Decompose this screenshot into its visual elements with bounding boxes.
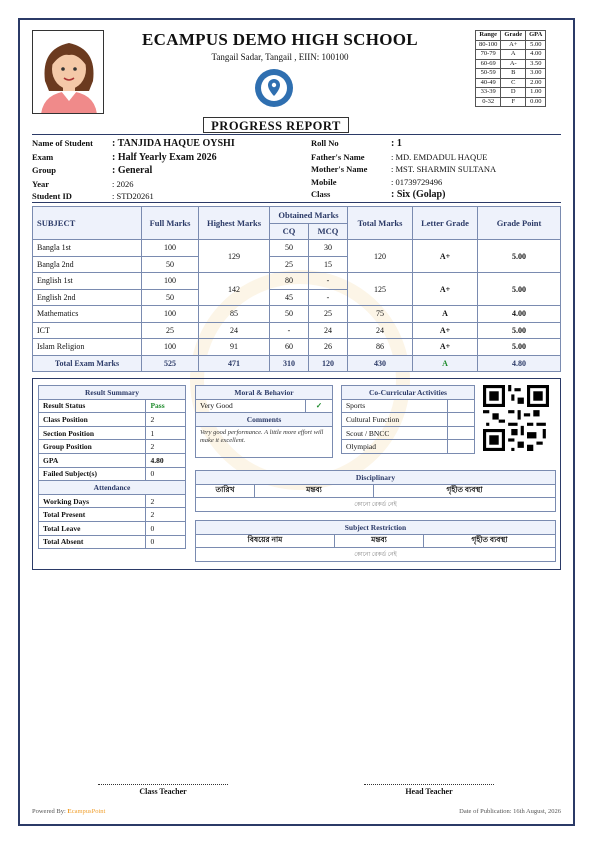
- table-row: [33, 339, 561, 356]
- class-position-value: 2: [146, 413, 186, 427]
- result-summary-title: Result Summary: [39, 386, 186, 400]
- publication-date: Date of Publication: 16th August, 2026: [459, 808, 561, 815]
- mcq-marks: -: [309, 289, 348, 306]
- grade-row: [476, 40, 546, 50]
- group-value: : General: [112, 165, 153, 177]
- grade-range: 60-69: [476, 59, 501, 69]
- report-title: PROGRESS REPORT: [203, 117, 349, 133]
- student-name: : TANJIDA HAQUE OYSHI: [112, 138, 235, 149]
- powered-by: [32, 808, 105, 815]
- divider: [32, 134, 561, 135]
- grade-gpa: 5.00: [526, 40, 546, 50]
- cq-marks: 60: [270, 339, 309, 356]
- subject-name: Mathematics: [33, 306, 142, 323]
- head-teacher-signature: Head Teacher: [364, 784, 494, 796]
- group-position-label: Group Position: [39, 440, 146, 454]
- disciplinary-col-action: গৃহীত ব্যবস্থা: [374, 484, 556, 498]
- total-label: Total Exam Marks: [33, 355, 142, 372]
- subject-restriction-table: [195, 520, 556, 562]
- mcq-marks: 24: [309, 322, 348, 339]
- school-header: [120, 30, 440, 62]
- grade-point: 4.00: [478, 306, 561, 323]
- marks-table: [32, 206, 561, 372]
- restriction-col-subject: বিষয়ের নাম: [196, 534, 335, 548]
- subject-name: Islam Religion: [33, 339, 142, 356]
- failed-subjects-label: Failed Subject(s): [39, 467, 146, 481]
- disciplinary-col-comment: মন্তব্য: [255, 484, 374, 498]
- name-label: Name of Student: [32, 138, 93, 148]
- mother-label: Mother's Name: [311, 164, 368, 175]
- student-info-right: [311, 137, 496, 202]
- class-teacher-signature: Class Teacher: [98, 784, 228, 796]
- roll-label: Roll No: [311, 138, 339, 148]
- col-subject: SUBJECT: [33, 207, 142, 240]
- section-position-value: 1: [146, 426, 186, 440]
- student-id-label: Student ID: [32, 191, 72, 202]
- col-highest-marks: Highest Marks: [199, 207, 270, 240]
- school-address: Tangail Sadar, Tangail , EIIN: 100100: [211, 52, 349, 62]
- total-present-label: Total Present: [39, 508, 146, 522]
- total-marks-obtained: 430: [348, 355, 413, 372]
- mother-name: : MST. SHARMIN SULTANA: [391, 164, 497, 175]
- restriction-title: Subject Restriction: [196, 521, 556, 535]
- col-cq: CQ: [270, 223, 309, 240]
- full-marks: 25: [142, 322, 199, 339]
- grade-letter: D: [501, 88, 526, 98]
- grade-range: 80-100: [476, 40, 501, 50]
- restriction-col-comment: মন্তব্য: [335, 534, 424, 548]
- grade-letter: C: [501, 78, 526, 88]
- col-obtained-marks: Obtained Marks: [270, 207, 348, 224]
- result-status-label: Result Status: [39, 399, 146, 413]
- student-id-value: : STD20261: [112, 191, 154, 202]
- class-position-label: Class Position: [39, 413, 146, 427]
- powered-by-label: Powered By:: [32, 808, 68, 815]
- full-marks: 50: [142, 256, 199, 273]
- result-summary-table: [38, 385, 186, 549]
- attendance-title: Attendance: [39, 481, 186, 495]
- grade-row: [476, 88, 546, 98]
- col-letter-grade: Letter Grade: [413, 207, 478, 240]
- table-row: [33, 240, 561, 257]
- full-marks: 50: [142, 289, 199, 306]
- school-name: ECAMPUS DEMO HIGH SCHOOL: [142, 30, 418, 49]
- letter-grade: A+: [413, 273, 478, 306]
- letter-grade: A: [413, 306, 478, 323]
- exam-label: Exam: [32, 151, 54, 162]
- cq-marks: 50: [270, 306, 309, 323]
- total-cq: 310: [270, 355, 309, 372]
- restriction-empty: কোনো রেকর্ড নেই: [196, 548, 556, 562]
- subject-name: English 2nd: [33, 289, 142, 306]
- col-grade-point: Grade Point: [478, 207, 561, 240]
- grade-header-gpa: GPA: [526, 31, 546, 41]
- grade-range: 70-79: [476, 50, 501, 60]
- subject-name: Bangla 2nd: [33, 256, 142, 273]
- grade-gpa: 0.00: [526, 97, 546, 107]
- total-absent-value: 0: [146, 535, 186, 549]
- grade-point: 5.00: [478, 273, 561, 306]
- list-item: [342, 399, 475, 413]
- disciplinary-col-date: তারিখ: [196, 484, 255, 498]
- cq-marks: 25: [270, 256, 309, 273]
- grade-gpa: 4.00: [526, 50, 546, 60]
- list-item: [342, 440, 475, 454]
- grade-letter: F: [501, 97, 526, 107]
- activity-name: Sports: [342, 399, 448, 413]
- section-position-label: Section Position: [39, 426, 146, 440]
- list-item: [342, 413, 475, 427]
- class-value: : Six (Golap): [391, 189, 446, 201]
- grade-row: [476, 97, 546, 107]
- total-marks: 125: [348, 273, 413, 306]
- divider: [32, 202, 561, 203]
- letter-grade: A+: [413, 240, 478, 273]
- co-curricular-title: Co-Curricular Activities: [342, 386, 475, 400]
- activity-name: Scout / BNCC: [342, 426, 448, 440]
- grade-scale-table: [475, 30, 546, 107]
- grade-range: 33-39: [476, 88, 501, 98]
- highest-marks: 142: [199, 273, 270, 306]
- grade-row: [476, 69, 546, 79]
- col-full-marks: Full Marks: [142, 207, 199, 240]
- total-present-value: 2: [146, 508, 186, 522]
- activity-name: Olympiad: [342, 440, 448, 454]
- grade-gpa: 3.00: [526, 69, 546, 79]
- subject-name: ICT: [33, 322, 142, 339]
- col-mcq: MCQ: [309, 223, 348, 240]
- moral-behavior-table: [195, 385, 333, 458]
- total-full-marks: 525: [142, 355, 199, 372]
- grade-letter: B: [501, 69, 526, 79]
- grade-point: 5.00: [478, 339, 561, 356]
- grade-gpa: 3.50: [526, 59, 546, 69]
- grade-row: [476, 78, 546, 88]
- total-letter-grade: A: [413, 355, 478, 372]
- grade-header-range: Range: [476, 31, 501, 41]
- comment-text: Very good performance. A little more effort will make it excellent.: [200, 428, 324, 444]
- year-label: Year: [32, 178, 49, 189]
- total-marks: 120: [348, 240, 413, 273]
- disciplinary-table: [195, 470, 556, 512]
- year-value: : 2026: [112, 178, 134, 189]
- full-marks: 100: [142, 339, 199, 356]
- cq-marks: 50: [270, 240, 309, 257]
- full-marks: 100: [142, 240, 199, 257]
- moral-behavior-value: Very Good: [196, 399, 306, 413]
- highest-marks: 85: [199, 306, 270, 323]
- father-name: : MD. EMDADUL HAQUE: [391, 151, 488, 162]
- mcq-marks: -: [309, 273, 348, 290]
- grade-point: 5.00: [478, 240, 561, 273]
- brand-name: campusPoint: [71, 808, 106, 815]
- total-leave-value: 0: [146, 521, 186, 535]
- cq-marks: 80: [270, 273, 309, 290]
- failed-subjects-value: 0: [146, 467, 186, 481]
- grade-range: 0-32: [476, 97, 501, 107]
- letter-grade: A+: [413, 322, 478, 339]
- mcq-marks: 15: [309, 256, 348, 273]
- total-mcq: 120: [309, 355, 348, 372]
- total-leave-label: Total Leave: [39, 521, 146, 535]
- grade-header-grade: Grade: [501, 31, 526, 41]
- comments-title: Comments: [196, 413, 333, 427]
- group-position-value: 2: [146, 440, 186, 454]
- full-marks: 100: [142, 306, 199, 323]
- total-grade-point: 4.80: [478, 355, 561, 372]
- highest-marks: 24: [199, 322, 270, 339]
- grade-row: [476, 59, 546, 69]
- class-label: Class: [311, 189, 331, 200]
- full-marks: 100: [142, 273, 199, 290]
- total-row: [33, 355, 561, 372]
- grade-letter: A-: [501, 59, 526, 69]
- brand-e: E: [67, 808, 72, 815]
- check-icon: ✓: [306, 399, 333, 413]
- cq-marks: 45: [270, 289, 309, 306]
- activity-name: Cultural Function: [342, 413, 448, 427]
- grade-gpa: 2.00: [526, 78, 546, 88]
- group-label: Group: [32, 165, 56, 176]
- total-highest-marks: 471: [199, 355, 270, 372]
- moral-behavior-title: Moral & Behavior: [196, 386, 333, 400]
- gpa-label: GPA: [39, 453, 146, 467]
- letter-grade: A+: [413, 339, 478, 356]
- working-days-value: 2: [146, 494, 186, 508]
- working-days-label: Working Days: [39, 494, 146, 508]
- total-marks: 86: [348, 339, 413, 356]
- gpa-value: 4.80: [146, 453, 186, 467]
- student-info-left: [32, 137, 235, 203]
- disciplinary-empty: কোনো রেকর্ড নেই: [196, 498, 556, 512]
- mcq-marks: 30: [309, 240, 348, 257]
- grade-gpa: 1.00: [526, 88, 546, 98]
- table-row: [33, 306, 561, 323]
- total-absent-label: Total Absent: [39, 535, 146, 549]
- school-seal-icon: [254, 68, 294, 108]
- mcq-marks: 26: [309, 339, 348, 356]
- table-row: [33, 322, 561, 339]
- subject-name: Bangla 1st: [33, 240, 142, 257]
- student-avatar: [32, 30, 104, 114]
- qr-code-icon: [483, 385, 549, 451]
- grade-letter: A: [501, 50, 526, 60]
- total-marks: 75: [348, 306, 413, 323]
- mobile-label: Mobile: [311, 176, 337, 187]
- mobile-value: : 01739729496: [391, 176, 443, 187]
- highest-marks: 129: [199, 240, 270, 273]
- father-label: Father's Name: [311, 151, 365, 162]
- disciplinary-title: Disciplinary: [196, 471, 556, 485]
- exam-name: : Half Yearly Exam 2026: [112, 151, 217, 163]
- highest-marks: 91: [199, 339, 270, 356]
- co-curricular-table: [341, 385, 475, 454]
- grade-letter: A+: [501, 40, 526, 50]
- grade-range: 40-49: [476, 78, 501, 88]
- subject-name: English 1st: [33, 273, 142, 290]
- total-marks: 24: [348, 322, 413, 339]
- grade-point: 5.00: [478, 322, 561, 339]
- roll-value: : 1: [391, 138, 402, 149]
- result-status-value: Pass: [146, 399, 186, 413]
- mcq-marks: 25: [309, 306, 348, 323]
- grade-range: 50-59: [476, 69, 501, 79]
- grade-row: [476, 50, 546, 60]
- table-row: [33, 273, 561, 290]
- list-item: [342, 426, 475, 440]
- col-total-marks: Total Marks: [348, 207, 413, 240]
- restriction-col-action: গৃহীত ব্যবস্থা: [424, 534, 556, 548]
- cq-marks: -: [270, 322, 309, 339]
